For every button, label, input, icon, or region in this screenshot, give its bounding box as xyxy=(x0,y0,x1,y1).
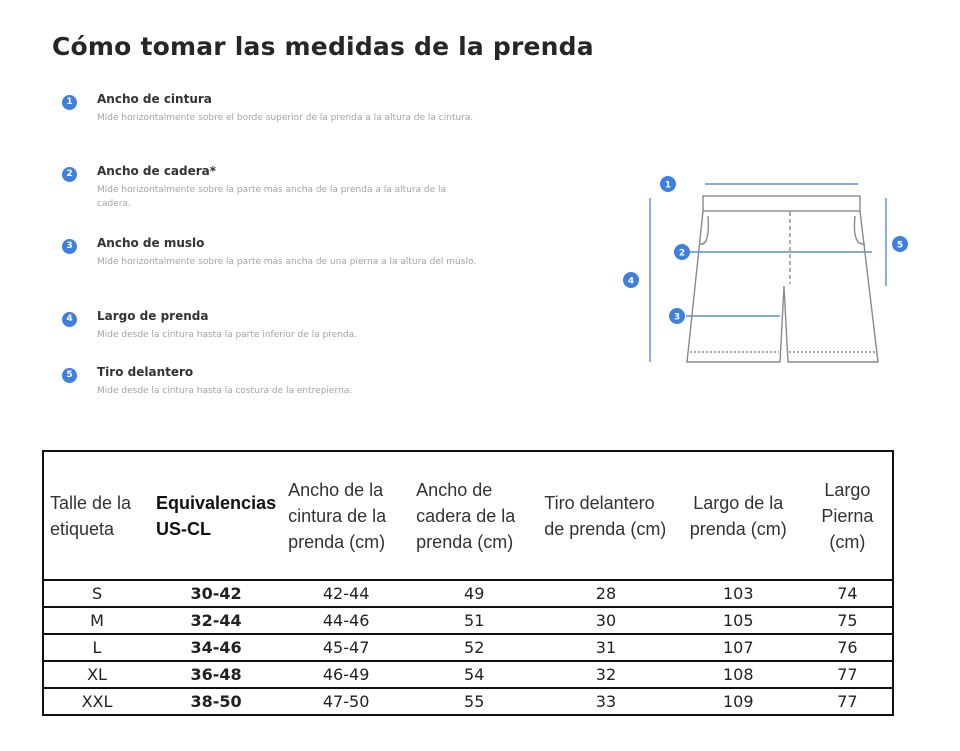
step-description: Mide horizontalmente sobre el borde superior de la prenda a la altura de la cintura. xyxy=(97,113,474,123)
cell-length: 105 xyxy=(674,607,803,634)
step-name: Ancho de cintura xyxy=(97,92,212,106)
cell-size: L xyxy=(43,634,150,661)
cell-hip: 51 xyxy=(410,607,538,634)
cell-size: M xyxy=(43,607,150,634)
cell-us-cl: 32-44 xyxy=(150,607,282,634)
step-name: Tiro delantero xyxy=(97,365,194,379)
cell-rise: 31 xyxy=(538,634,673,661)
measurement-badge-3 xyxy=(669,308,685,324)
shorts-measurement-diagram xyxy=(610,166,920,376)
step-description: Mide horizontalmente sobre la parte más ancha de una pierna a la altura del muslo. xyxy=(97,257,477,267)
cell-rise: 32 xyxy=(538,661,673,688)
step-number-badge: 4 xyxy=(62,312,77,327)
step-name: Ancho de cadera* xyxy=(97,164,217,178)
table-row xyxy=(43,607,893,634)
header-label-size: Talle de la etiqueta xyxy=(43,451,150,580)
cell-hip: 55 xyxy=(464,692,485,711)
cell-rise: 30 xyxy=(538,607,673,634)
cell-leg: 77 xyxy=(837,692,858,711)
cell-waist: 46-49 xyxy=(282,661,410,688)
cell-length: 107 xyxy=(674,634,803,661)
measurement-badge-1 xyxy=(660,176,676,192)
cell-us-cl: 36-48 xyxy=(150,661,282,688)
step-description: Mide horizontalmente sobre la parte más ancha de la prenda a la altura de la cadera. xyxy=(97,185,447,209)
badge-label: 1 xyxy=(664,180,672,191)
step-number-badge: 3 xyxy=(62,239,77,254)
header-front-rise: Tiro delantero de prenda (cm) xyxy=(538,451,673,580)
step-description: Mide desde la cintura hasta la costura de la entrepierna. xyxy=(97,386,353,396)
table-row xyxy=(43,580,893,607)
header-garment-length: Largo de la prenda (cm) xyxy=(674,451,803,580)
step-name: Ancho de muslo xyxy=(97,236,205,250)
badge-label: 3 xyxy=(673,312,681,323)
measurement-badge-5 xyxy=(892,236,908,252)
badge-label: 5 xyxy=(896,240,904,251)
header-waist-width: Ancho de la cintura de la prenda (cm) xyxy=(282,451,410,580)
cell-us-cl: 30-42 xyxy=(150,580,282,607)
cell-leg: 74 xyxy=(803,580,893,607)
table-row xyxy=(43,688,893,715)
cell-length: 103 xyxy=(674,580,803,607)
measurement-badge-2 xyxy=(674,244,690,260)
cell-us-cl: 34-46 xyxy=(150,634,282,661)
cell-hip: 49 xyxy=(410,580,538,607)
cell-hip: 52 xyxy=(410,634,538,661)
badge-label: 4 xyxy=(627,276,635,287)
step-number-badge: 5 xyxy=(62,368,77,383)
header-leg-length: Largo Pierna (cm) xyxy=(803,451,893,580)
cell-size: S xyxy=(43,580,150,607)
header-us-cl-equivalence: Equivalencias US-CL xyxy=(150,451,282,580)
cell-waist: 42-44 xyxy=(282,580,410,607)
cell-hip: 54 xyxy=(410,661,538,688)
measurement-badge-4 xyxy=(623,272,639,288)
cell-length: 108 xyxy=(674,661,803,688)
cell-waist: 47-50 xyxy=(322,692,370,711)
cell-leg: 76 xyxy=(803,634,893,661)
cell-length: 109 xyxy=(722,692,754,711)
step-number-badge: 2 xyxy=(62,167,77,182)
cell-waist: 44-46 xyxy=(282,607,410,634)
step-name: Largo de prenda xyxy=(97,309,209,323)
cell-us-cl: 38-50 xyxy=(190,692,242,711)
cell-waist: 45-47 xyxy=(282,634,410,661)
shorts-outline xyxy=(687,196,878,362)
badge-label: 2 xyxy=(678,248,686,259)
cell-rise: 28 xyxy=(538,580,673,607)
step-description: Mide desde la cintura hasta la parte inferior de la prenda. xyxy=(97,330,358,340)
table-header-row xyxy=(43,451,893,580)
size-chart-table xyxy=(42,450,894,716)
cell-size: XXL xyxy=(81,692,113,711)
step-number-badge: 1 xyxy=(62,95,77,110)
page-title: Cómo tomar las medidas de la prenda xyxy=(52,32,594,61)
cell-size: XL xyxy=(43,661,150,688)
table-row xyxy=(43,661,893,688)
cell-leg: 77 xyxy=(803,661,893,688)
header-hip-width: Ancho de cadera de la prenda (cm) xyxy=(410,451,538,580)
cell-rise: 33 xyxy=(595,692,617,711)
table-row xyxy=(43,634,893,661)
cell-leg: 75 xyxy=(803,607,893,634)
